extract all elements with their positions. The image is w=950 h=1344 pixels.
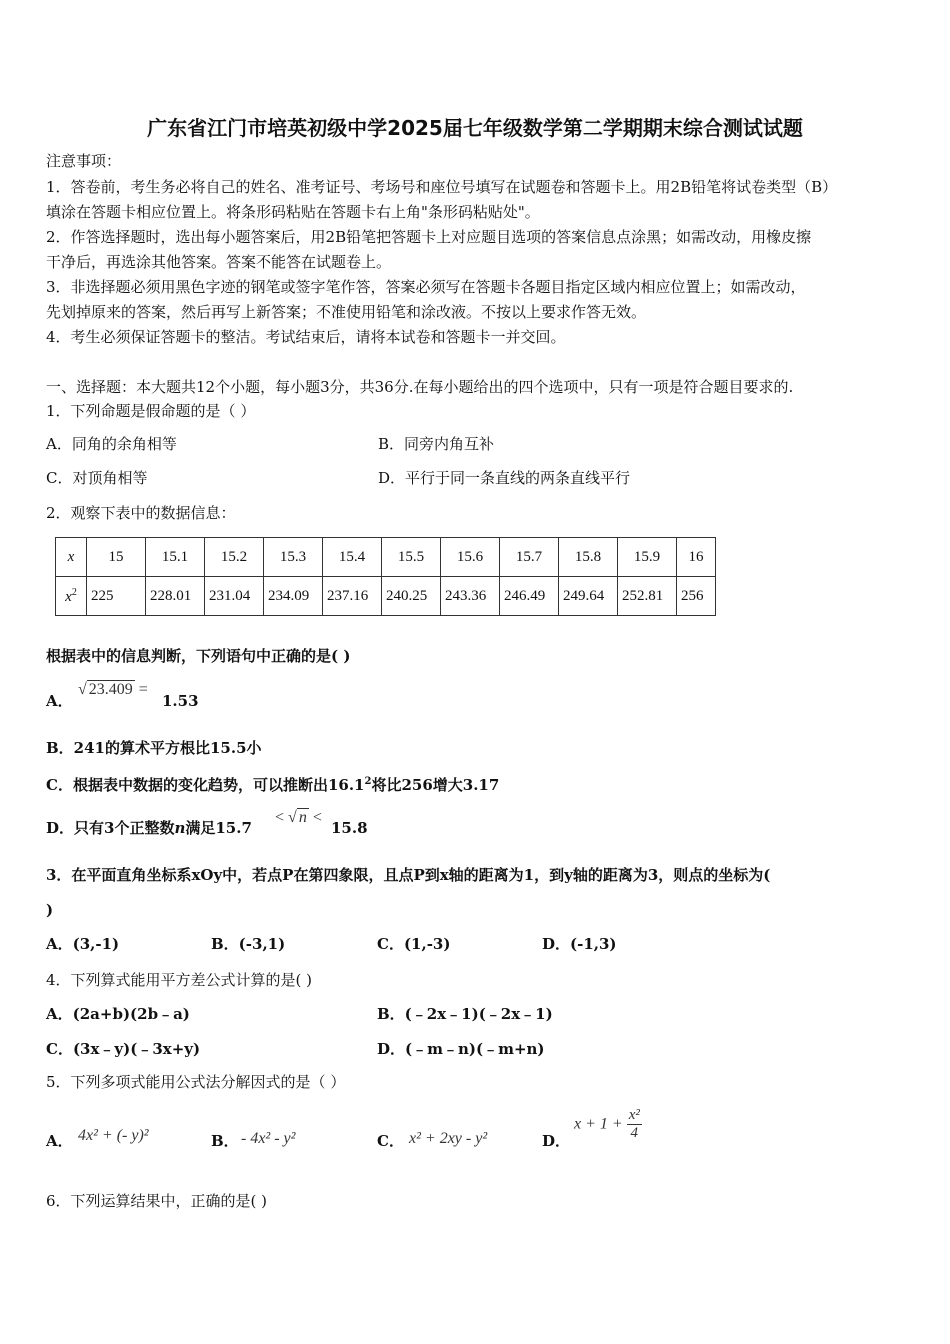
notice-line-5: 3．非选择题必须用黑色字迹的钢笔或签字笔作答，答案必须写在答题卡各题目指定区域内相应位置上；如需改动， bbox=[46, 278, 806, 296]
notice-line-4: 干净后，再选涂其他答案。答案不能答在试题卷上。 bbox=[46, 253, 392, 271]
table-cell: 15.7 bbox=[500, 538, 559, 577]
q5-option-c-label: C． bbox=[377, 1132, 404, 1150]
q5-option-c-expr: x² + 2xy - y² bbox=[409, 1130, 488, 1147]
q2-stem: 2．观察下表中的数据信息： bbox=[46, 504, 236, 522]
page-title: 广东省江门市培英初级中学2025届七年级数学第二学期期末综合测试试题 bbox=[147, 116, 803, 140]
table-cell: 15.1 bbox=[146, 538, 205, 577]
q3-option-a: A．(3,-1) bbox=[46, 935, 120, 953]
q2-prompt: 根据表中的信息判断，下列语句中正确的是( ) bbox=[46, 647, 351, 665]
q2-option-b: B．241的算术平方根比15.5小 bbox=[46, 739, 262, 757]
q4-option-c: C．(3x﹣y)(﹣3x+y) bbox=[46, 1040, 201, 1058]
q5-option-d-label: D． bbox=[542, 1132, 571, 1150]
table-cell: 240.25 bbox=[382, 577, 441, 616]
table-cell: 15.8 bbox=[559, 538, 618, 577]
table-cell: 231.04 bbox=[205, 577, 264, 616]
table-cell: 234.09 bbox=[264, 577, 323, 616]
equals-sign: = bbox=[138, 681, 148, 698]
table-cell: 15.6 bbox=[441, 538, 500, 577]
q1-option-c: C．对顶角相等 bbox=[46, 469, 148, 487]
q5-option-a-label: A． bbox=[46, 1132, 73, 1150]
notice-line-2: 填涂在答题卡相应位置上。将条形码粘贴在答题卡右上角"条形码粘贴处"。 bbox=[46, 203, 540, 221]
table-cell: 228.01 bbox=[146, 577, 205, 616]
q5-option-b-expr: - 4x² - y² bbox=[241, 1130, 296, 1147]
q2-option-a-value: 1.53 bbox=[162, 692, 199, 710]
sqrt-symbol: √ n bbox=[288, 809, 307, 826]
table-label-x2: $x^2$ bbox=[56, 577, 87, 616]
table-cell: 246.49 bbox=[500, 577, 559, 616]
table-cell: 243.36 bbox=[441, 577, 500, 616]
q5-stem: 5．下列多项式能用公式法分解因式的是（ ） bbox=[46, 1073, 346, 1091]
q3-option-b: B．(-3,1) bbox=[211, 935, 286, 953]
table-cell: 15.4 bbox=[323, 538, 382, 577]
table-cell: 237.16 bbox=[323, 577, 382, 616]
q4-option-a: A．(2a+b)(2b﹣a) bbox=[46, 1005, 190, 1023]
q3-option-d: D．(-1,3) bbox=[542, 935, 617, 953]
fraction: $\frac{\text{x²}}{4}$ bbox=[628, 1107, 640, 1141]
notice-heading: 注意事项： bbox=[46, 152, 122, 170]
q3-option-c: C．(1,-3) bbox=[377, 935, 451, 953]
q1-option-b: B．同旁内角互补 bbox=[378, 435, 495, 453]
sqrt-symbol: √ 23.409 bbox=[78, 681, 133, 698]
q2-option-d-formula: < √ n < bbox=[275, 809, 322, 826]
table-cell: 249.64 bbox=[559, 577, 618, 616]
q4-option-b: B．(﹣2x﹣1)(﹣2x﹣1) bbox=[377, 1005, 553, 1023]
notice-line-1: 1．答卷前，考生务必将自己的姓名、准考证号、考场号和座位号填写在试题卷和答题卡上。用2B铅笔将试卷类型（B） bbox=[46, 178, 838, 196]
table-cell: 15.2 bbox=[205, 538, 264, 577]
q4-option-d: D．(﹣m﹣n)(﹣m+n) bbox=[377, 1040, 545, 1058]
q3-stem: 3．在平面直角坐标系xOy中，若点P在第四象限，且点P到x轴的距离为1，到y轴的距离为3，则点的坐标为( bbox=[46, 866, 771, 884]
table-label-x: x bbox=[56, 538, 87, 577]
table-row-x2 bbox=[56, 577, 716, 616]
q2-option-d: D．只有3个正整数n满足15.7 bbox=[46, 819, 252, 837]
table-cell: 256 bbox=[677, 577, 716, 616]
table-cell: 15 bbox=[87, 538, 146, 577]
q3-stem-cont: ) bbox=[46, 901, 54, 919]
table-cell: 15.3 bbox=[264, 538, 323, 577]
table-row-x bbox=[56, 538, 716, 577]
q2-option-a-label: A． bbox=[46, 692, 73, 710]
radicand: 23.409 bbox=[88, 681, 133, 698]
notice-line-3: 2．作答选择题时，选出每小题答案后，用2B铅笔把答题卡上对应题目选项的答案信息点涂黑；如需改动，用橡皮擦 bbox=[46, 228, 812, 246]
q1-stem: 1．下列命题是假命题的是（ ） bbox=[46, 402, 256, 420]
table-cell: 225 bbox=[87, 577, 146, 616]
q2-option-a-formula bbox=[78, 680, 148, 699]
q5-option-b-label: B． bbox=[211, 1132, 239, 1150]
q2-option-d-end: 15.8 bbox=[331, 819, 368, 837]
table-cell: 15.9 bbox=[618, 538, 677, 577]
notice-line-7: 4．考生必须保证答题卡的整洁。考试结束后，请将本试卷和答题卡一并交回。 bbox=[46, 328, 566, 346]
q5-option-a-expr: 4x² + (- y)² bbox=[78, 1127, 149, 1144]
table-cell: 15.5 bbox=[382, 538, 441, 577]
q4-stem: 4．下列算式能用平方差公式计算的是( ) bbox=[46, 971, 313, 989]
q1-option-d: D．平行于同一条直线的两条直线平行 bbox=[378, 469, 631, 487]
section-heading: 一、选择题：本大题共12个小题，每小题3分，共36分.在每小题给出的四个选项中，只有一项是符合题目要求的. bbox=[46, 378, 794, 396]
q6-stem: 6．下列运算结果中，正确的是( ) bbox=[46, 1192, 268, 1210]
q1-option-a: A．同角的余角相等 bbox=[46, 435, 177, 453]
table-cell: 252.81 bbox=[618, 577, 677, 616]
data-table bbox=[55, 537, 716, 616]
table-cell: 16 bbox=[677, 538, 716, 577]
q5-option-d-expr: x + 1 + $\frac{\text{x²}}{4}$ bbox=[574, 1107, 640, 1141]
q2-option-c: C．根据表中数据的变化趋势，可以推断出16.1$^2$将比256增大3.17 bbox=[46, 776, 500, 794]
notice-line-6: 先划掉原来的答案，然后再写上新答案；不准使用铅笔和涂改液。不按以上要求作答无效。 bbox=[46, 303, 647, 321]
